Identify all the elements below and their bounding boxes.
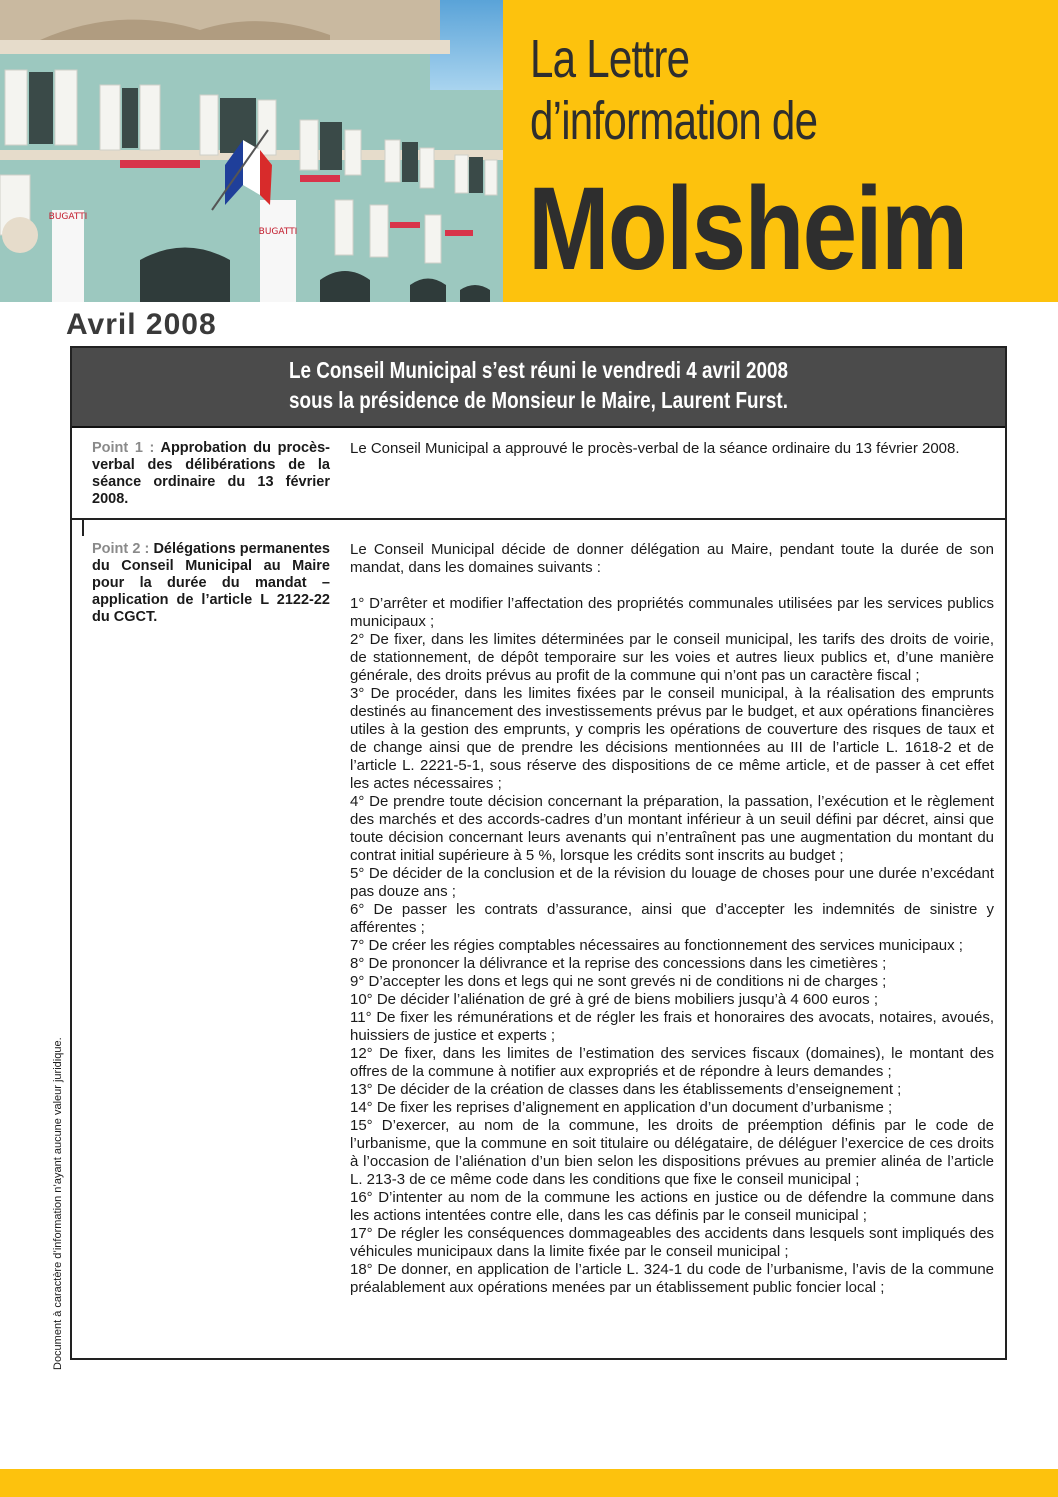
- delegation-item: 13° De décider de la création de classes dans les établissements d’enseignement ;: [350, 1081, 902, 1098]
- delegation-item: 5° De décider de la conclusion et de la révision du louage de choses pour une durée n’excédant pas douze ans ;: [350, 865, 994, 900]
- point-2-title: Délégations permanentes du Conseil Municipal au Maire pour la durée du mandat – application de l’article L 2122-22 du CGCT.: [92, 541, 330, 625]
- minutes-frame: [70, 346, 1007, 1360]
- newsletter-title-line2: d’information de: [530, 91, 818, 151]
- session-header: [72, 348, 1005, 428]
- point-2-label: [92, 541, 330, 626]
- delegation-item: 7° De créer les régies comptables nécessaires au fonctionnement des services municipaux ;: [350, 937, 963, 954]
- delegation-item: 1° D’arrêter et modifier l’affectation des propriétés communales utilisées par les services publics municipaux ;: [350, 595, 994, 630]
- delegation-item: 15° D’exercer, au nom de la commune, les droits de préemption définis par le code de l’urbanisme, que la commune en soit titulaire ou délégataire, de déléguer l’exercice de ces droits à l’occasion de l’aliénation d’un bien selon les dispositions prévues au premier alinéa de l’article L. 213-3 de ce même code dans les conditions que fixe le conseil municipal ;: [350, 1117, 994, 1188]
- town-hall-illustration: [0, 0, 503, 302]
- point-1-text: [350, 440, 994, 458]
- point-2-text: [350, 541, 994, 1297]
- delegation-item: 6° De passer les contrats d’assurance, ainsi que d’accepter les indemnités de sinistre y afférentes ;: [350, 901, 994, 936]
- point-divider: [72, 518, 1005, 520]
- newsletter-title-line1: La Lettre: [530, 29, 690, 89]
- session-line-1: Le Conseil Municipal s’est réuni le vendredi 4 avril 2008: [289, 357, 788, 383]
- delegation-item: 17° De régler les conséquences dommageables des accidents dans lesquels sont impliqués des véhicules municipaux dans la limite fixée par le conseil municipal ;: [350, 1225, 994, 1260]
- footer-band: [0, 1469, 1058, 1497]
- point-2-intro: Le Conseil Municipal décide de donner délégation au Maire, pendant toute la durée de son mandat, dans les domaines suivants :: [350, 541, 994, 576]
- newsletter-title-town: Molsheim: [528, 163, 967, 295]
- point-1-number: Point 1 :: [92, 440, 155, 456]
- point-1-title: Approbation du procès-verbal des délibérations de la séance ordinaire du 13 février 2008.: [92, 440, 330, 507]
- point-2-number: Point 2 :: [92, 541, 150, 557]
- delegation-item: 8° De prononcer la délivrance et la reprise des concessions dans les cimetières ;: [350, 955, 887, 972]
- delegation-item: 12° De fixer, dans les limites de l’estimation des services fiscaux (domaines), le montant des offres de la commune à notifier aux expropriés et de répondre à leurs demandes ;: [350, 1045, 994, 1080]
- delegation-item: 2° De fixer, dans les limites déterminées par le conseil municipal, les tarifs des droits de voirie, de stationnement, de dépôt temporaire sur les voies et autres lieux publics et, d’une manière générale, des droits prévus au profit de la commune qui n’ont pas un caractère fiscal ;: [350, 631, 994, 684]
- issue-date: Avril 2008: [66, 308, 217, 341]
- delegation-item: 10° De décider l’aliénation de gré à gré de biens mobiliers jusqu’à 4 600 euros ;: [350, 991, 878, 1008]
- delegation-item: 14° De fixer les reprises d’alignement en application d’un document d’urbanisme ;: [350, 1099, 893, 1116]
- point-1-intro: Le Conseil Municipal a approuvé le procès-verbal de la séance ordinaire du 13 février 2008.: [350, 440, 960, 457]
- town-hall-photo: [0, 0, 503, 302]
- delegation-item: 3° De procéder, dans les limites fixées par le conseil municipal, à la réalisation des emprunts destinés au financement des investissements prévus par le budget, et aux opérations financières utiles à la gestion des emprunts, y compris les opérations de couverture des risques de taux et de change ainsi que de prendre les décisions mentionnées au III de l’article L. 1618-2 et de l’article L. 2221-5-1, sous réserve des dispositions de ce même article, et de passer à cet effet les actes nécessaires ;: [350, 685, 994, 792]
- delegation-item: 18° De donner, en application de l’article L. 324-1 du code de l’urbanisme, l’avis de la commune préalablement aux opérations menées par un établissement public foncier local ;: [350, 1261, 994, 1296]
- flag-logo-left: BUGATTI: [48, 212, 88, 222]
- delegation-item: 9° D’accepter les dons et legs qui ne sont grevés ni de conditions ni de charges ;: [350, 973, 887, 990]
- delegation-item: 4° De prendre toute décision concernant la préparation, la passation, l’exécution et le règlement des marchés et des accords-cadres d’un montant inférieur à un seuil défini par décret, ainsi que toute décision concernant leurs avenants qui n’entraînent pas une augmentation du montant du contrat initial supérieure à 5 %, lorsque les crédits sont inscrits au budget ;: [350, 793, 994, 864]
- delegation-item: 11° De fixer les rémunérations et de régler les frais et honoraires des avocats, notaires, avoués, huissiers de justice et experts ;: [350, 1009, 994, 1044]
- delegation-item: 16° D’intenter au nom de la commune les actions en justice ou de défendre la commune dans les actions intentées contre elle, dans les cas définis par le conseil municipal ;: [350, 1189, 994, 1224]
- session-line-2: sous la présidence de Monsieur le Maire, Laurent Furst.: [289, 387, 788, 413]
- legal-disclaimer-text: Document à caractère d’information n’ayant aucune valeur juridique.: [52, 1037, 64, 1370]
- point-1-label: [92, 440, 330, 508]
- flag-logo-right: BUGATTI: [258, 227, 298, 237]
